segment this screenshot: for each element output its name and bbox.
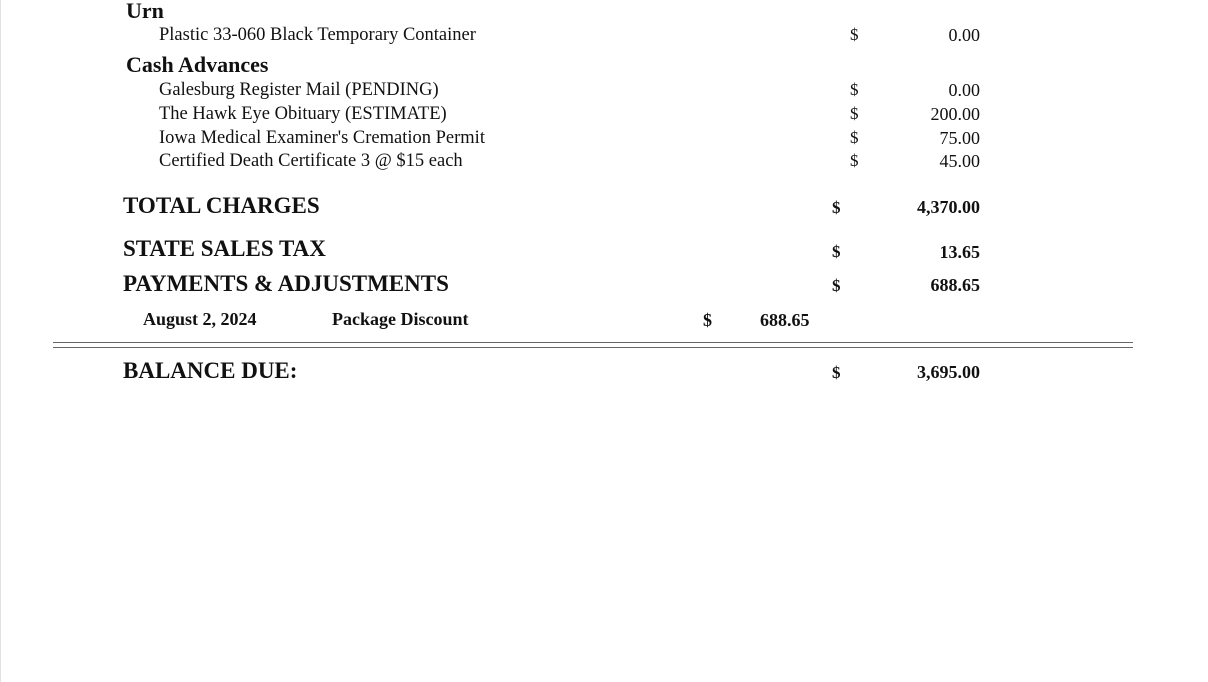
payments-adjustments-label: PAYMENTS & ADJUSTMENTS [123, 271, 449, 296]
payments-adjustments-amount: 688.65 [930, 275, 980, 295]
line-item-description: Plastic 33-060 Black Temporary Container [159, 25, 476, 45]
line-item-description: Certified Death Certificate 3 @ $15 each [159, 151, 463, 171]
total-charges-amount: 4,370.00 [917, 197, 980, 217]
line-item-currency: $ [850, 104, 859, 123]
payment-currency: $ [703, 310, 712, 330]
line-item-amount: 45.00 [939, 151, 980, 171]
balance-due-label: BALANCE DUE: [123, 358, 298, 383]
line-item-amount: 0.00 [948, 80, 980, 100]
balance-due-amount: 3,695.00 [917, 362, 980, 382]
line-item-description: Galesburg Register Mail (PENDING) [159, 80, 439, 100]
state-sales-tax-label: STATE SALES TAX [123, 236, 326, 261]
line-item-description: The Hawk Eye Obituary (ESTIMATE) [159, 104, 447, 124]
line-item-currency: $ [850, 80, 859, 99]
total-charges-currency: $ [832, 198, 841, 217]
line-item-description: Iowa Medical Examiner's Cremation Permit [159, 128, 485, 148]
line-item-amount: 75.00 [939, 128, 980, 148]
payments-adjustments-currency: $ [832, 276, 841, 295]
state-sales-tax-currency: $ [832, 242, 841, 261]
payment-amount: 688.65 [760, 310, 810, 330]
divider-line-bottom [53, 347, 1133, 348]
state-sales-tax-amount: 13.65 [939, 242, 980, 262]
payment-description: Package Discount [332, 309, 469, 329]
payment-date: August 2, 2024 [143, 309, 257, 329]
line-item-amount: 0.00 [948, 25, 980, 45]
urn-heading: Urn [126, 0, 164, 23]
total-charges-label: TOTAL CHARGES [123, 193, 320, 218]
cash-advances-heading: Cash Advances [126, 52, 269, 77]
line-item-currency: $ [850, 128, 859, 147]
divider-line-top [53, 342, 1133, 343]
line-item-currency: $ [850, 151, 859, 170]
balance-due-currency: $ [832, 363, 841, 382]
line-item-currency: $ [850, 25, 859, 44]
line-item-amount: 200.00 [930, 104, 980, 124]
